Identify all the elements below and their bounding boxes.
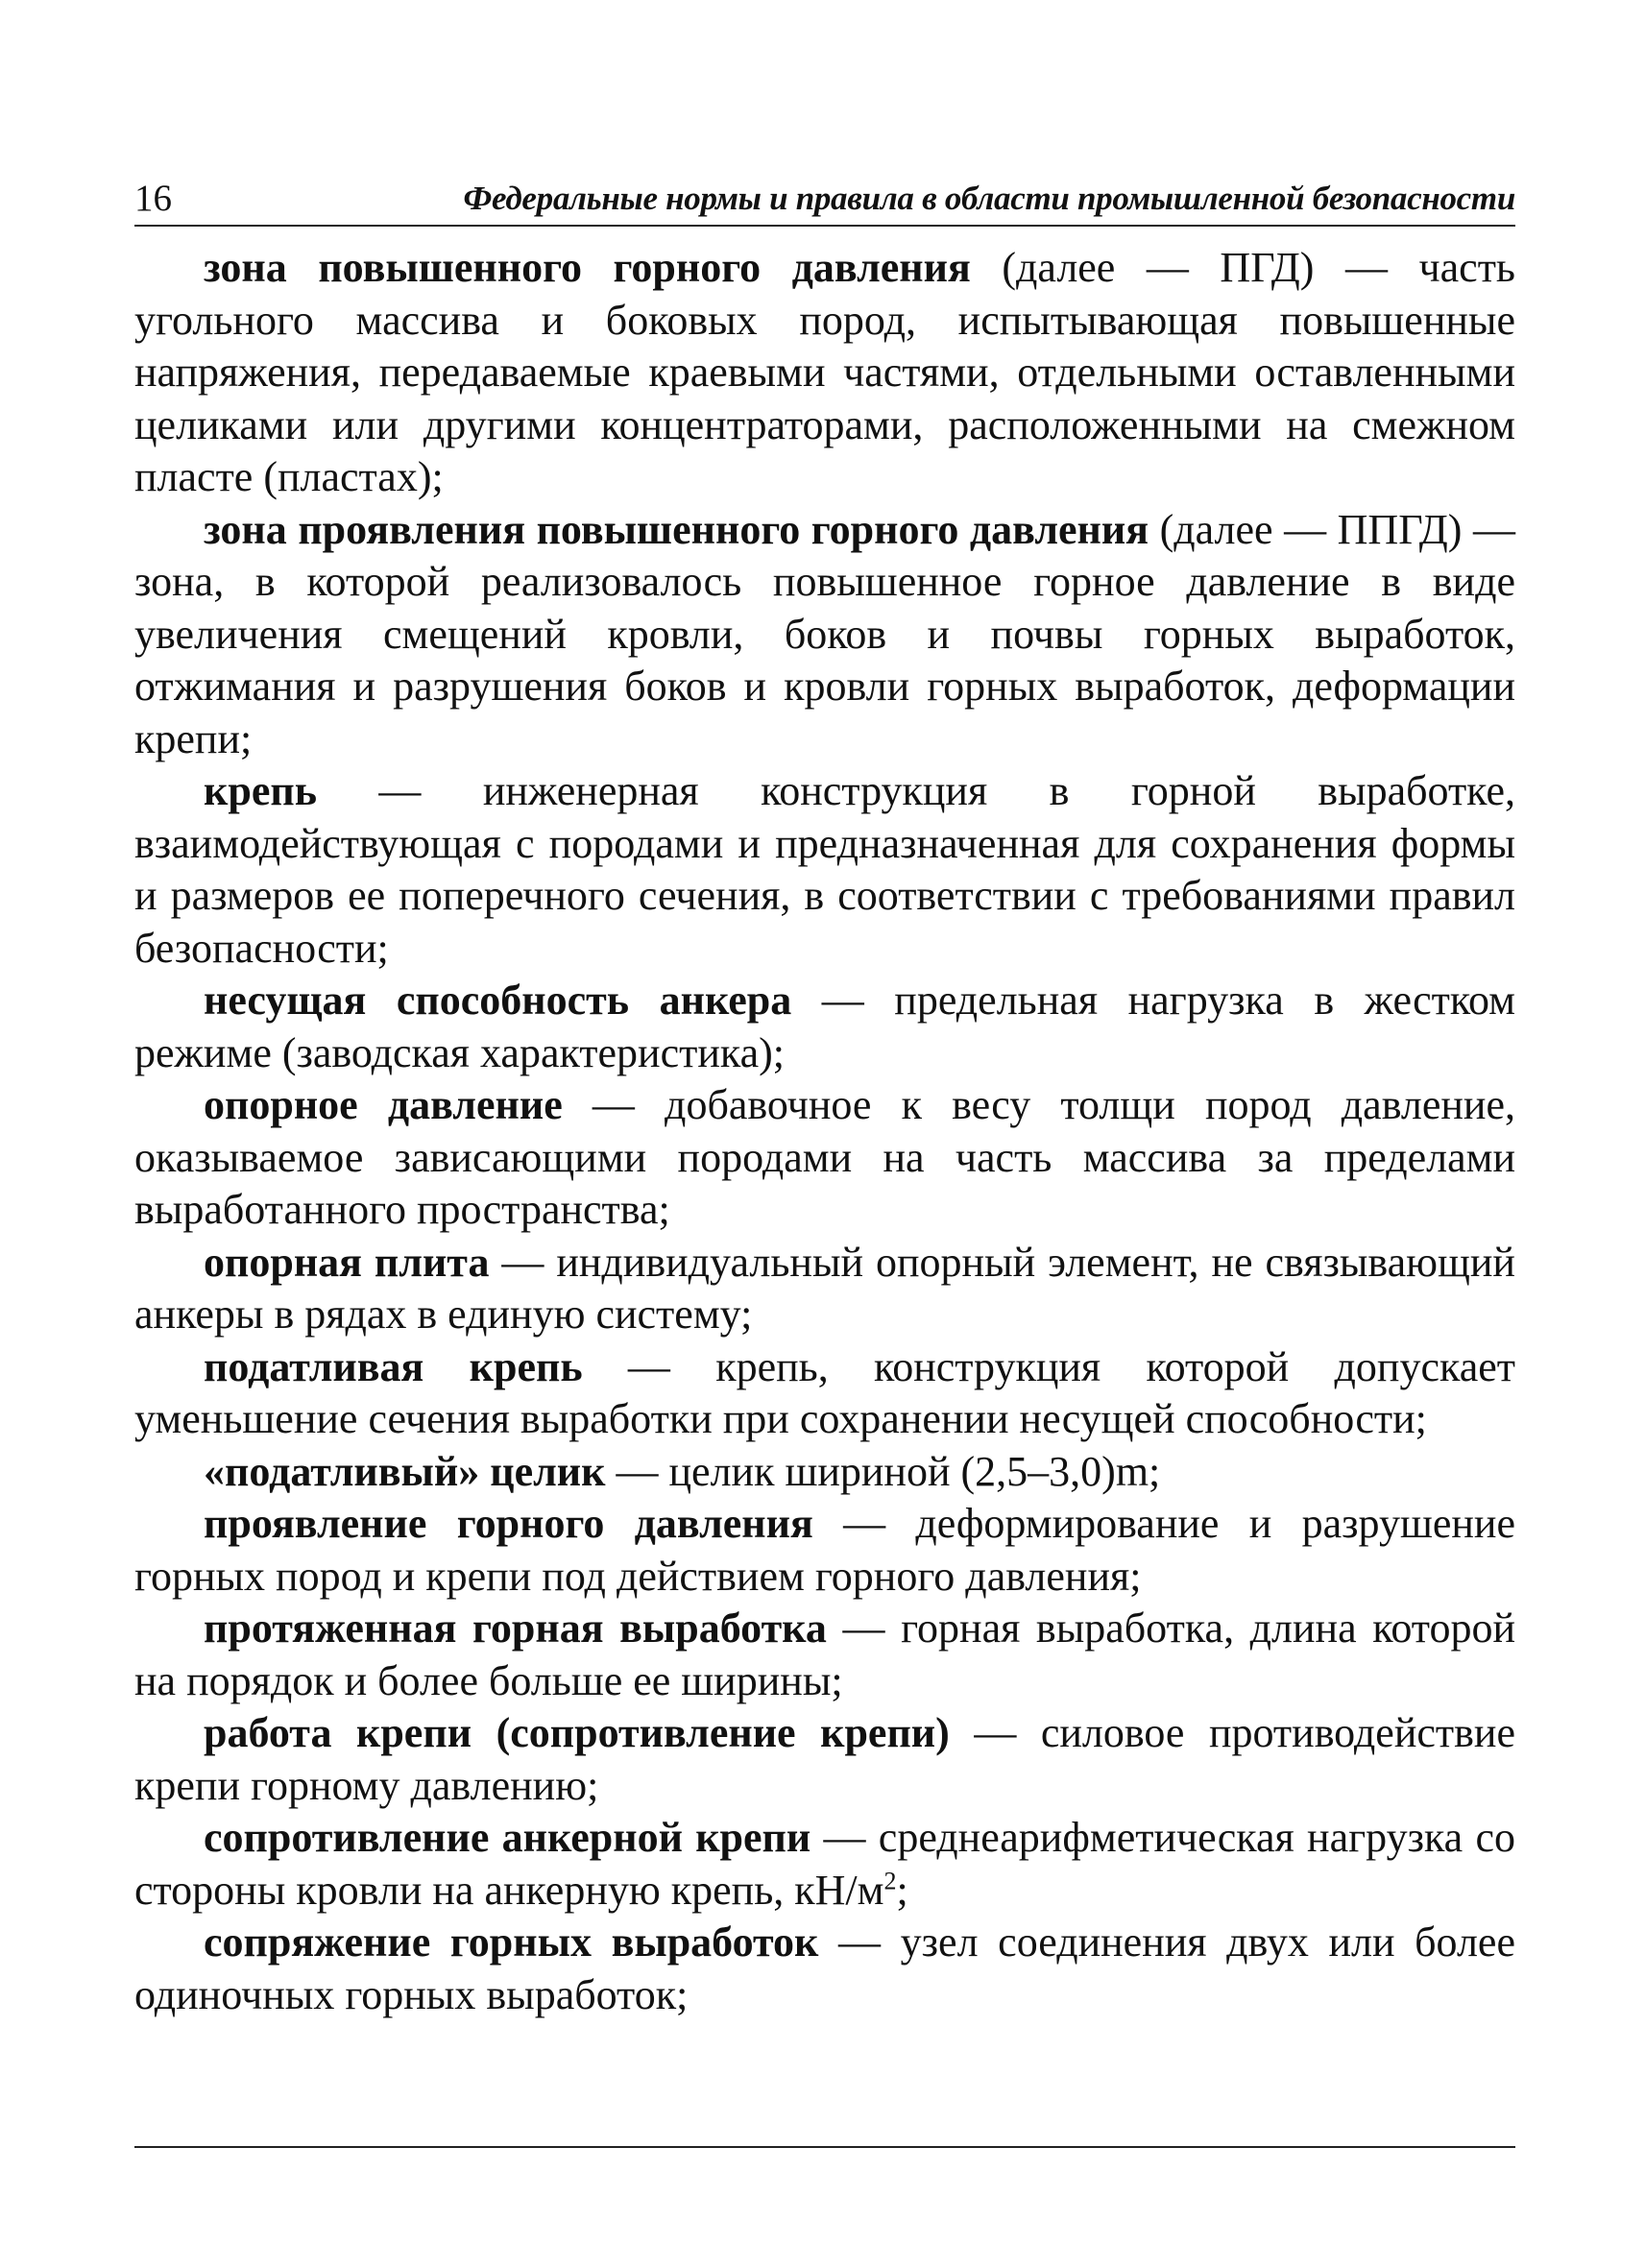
glossary-entry	[134, 765, 1515, 975]
glossary-entry	[134, 1812, 1515, 1917]
page-header	[134, 171, 1515, 227]
entry-definition: — добавочное к весу толщи пород давление, оказываемое зависающими породами на часть массива за пределами выработанного пространства;	[134, 1081, 1515, 1233]
entry-term: сопротивление анкерной крепи	[204, 1814, 811, 1861]
entry-definition: (далее — ПГД) — часть угольного массива и боковых пород, испытывающая повышенные напряжения, передаваемые краевыми частями, отдельными оставленными целиками или другими концентраторами, расположенными на смежном пласте (пластах);	[134, 244, 1516, 500]
entry-term: «податливый» целик	[204, 1447, 606, 1495]
glossary-entry	[134, 1498, 1515, 1603]
glossary-entry	[134, 1237, 1515, 1341]
glossary-entry	[134, 1446, 1515, 1499]
running-title: Федеральные нормы и правила в области промышленной безопасности	[463, 180, 1515, 217]
entry-definition: — индивидуальный опорный элемент, не связывающий анкеры в рядах в единую систему;	[134, 1238, 1515, 1338]
glossary-entry	[134, 1341, 1515, 1446]
entry-definition: — горная выработка, длина которой на порядок и более больше ее ширины;	[134, 1604, 1515, 1704]
entry-term: работа крепи (сопротивление крепи)	[204, 1709, 950, 1756]
entry-tail: ;	[896, 1866, 908, 1914]
entry-definition: — инженерная конструкция в горной выработке, взаимодействующая с породами и предназначенная для сохранения формы и размеров ее поперечного сечения, в соответствии с требованиями правил безопасности;	[134, 767, 1515, 972]
entry-definition: — деформирование и разрушение горных пород и крепи под действием горного давления;	[134, 1500, 1515, 1600]
entry-definition: — силовое противодействие крепи горному давлению;	[134, 1709, 1515, 1809]
entry-definition: (далее — ППГД) — зона, в которой реализовалось повышенное горное давление в виде увеличения смещений кровли, боков и почвы горных выработок, отжимания и разрушения боков и кровли горных выработок, деформации крепи;	[134, 505, 1515, 762]
entry-definition: — узел соединения двух или более одиночных горных выработок;	[134, 1918, 1515, 2018]
entry-term: податливая крепь	[204, 1342, 583, 1390]
glossary-entry	[134, 504, 1515, 766]
page-number: 16	[134, 178, 172, 219]
entry-term: опорное давление	[204, 1081, 563, 1128]
entry-term: зона проявления повышенного горного давления	[204, 505, 1149, 553]
entry-term: несущая способность анкера	[204, 977, 792, 1024]
footer-rule	[134, 2146, 1515, 2148]
entry-term: крепь	[204, 767, 317, 814]
entry-term: сопряжение горных выработок	[204, 1918, 819, 1966]
glossary-entry	[134, 1917, 1515, 2021]
glossary-body	[134, 242, 1515, 2021]
entry-term: проявление горного давления	[204, 1500, 813, 1547]
glossary-entry	[134, 975, 1515, 1079]
glossary-entry	[134, 1079, 1515, 1237]
entry-definition: — целик шириной (2,5–3,0)m;	[605, 1447, 1161, 1495]
entry-term: протяженная горная выработка	[204, 1604, 827, 1652]
glossary-entry	[134, 1603, 1515, 1707]
superscript: 2	[883, 1866, 897, 1894]
entry-term: опорная плита	[204, 1238, 490, 1286]
glossary-entry	[134, 1707, 1515, 1812]
entry-definition: — среднеарифметическая нагрузка со стороны кровли на анкерную крепь, кН/м	[134, 1814, 1515, 1914]
glossary-entry	[134, 242, 1515, 504]
entry-term: зона повышенного горного давления	[204, 244, 971, 291]
entry-definition: — предельная нагрузка в жестком режиме (заводская характеристика);	[134, 977, 1515, 1076]
entry-definition: — крепь, конструкция которой допускает уменьшение сечения выработки при сохранении несущей способности;	[134, 1342, 1515, 1442]
